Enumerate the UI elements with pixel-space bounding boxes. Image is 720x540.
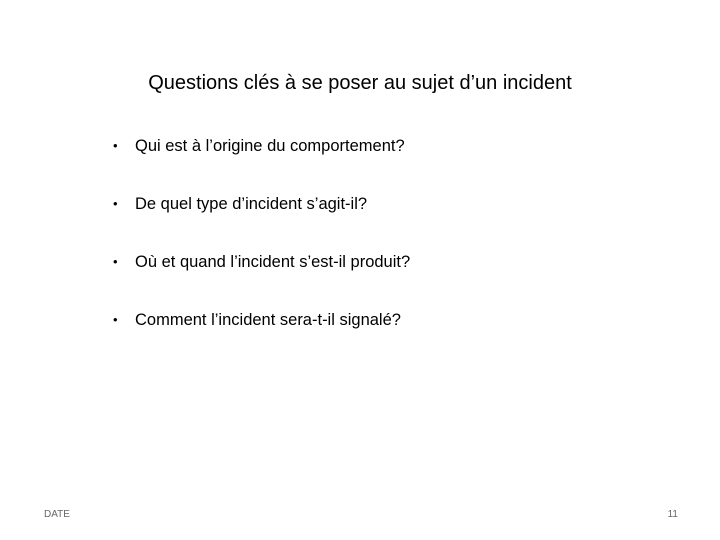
bullet-list [113,134,410,366]
page-number: 11 [667,509,678,520]
bullet-icon: • [113,254,118,269]
bullet-text: De quel type d’incident s’agit-il? [135,195,368,213]
bullet-item [113,308,410,366]
bullet-item [113,134,410,192]
footer-date: DATE [44,509,70,520]
bullet-item [113,192,410,250]
bullet-text: Qui est à l’origine du comportement? [135,137,405,155]
bullet-icon: • [113,312,118,327]
bullet-text: Où et quand l’incident s’est-il produit? [135,253,411,271]
bullet-icon: • [113,138,118,153]
slide-title: Questions clés à se poser au sujet d’un incident [148,72,572,94]
bullet-text: Comment l’incident sera-t-il signalé? [135,311,401,329]
bullet-icon: • [113,196,118,211]
bullet-item [113,250,410,308]
